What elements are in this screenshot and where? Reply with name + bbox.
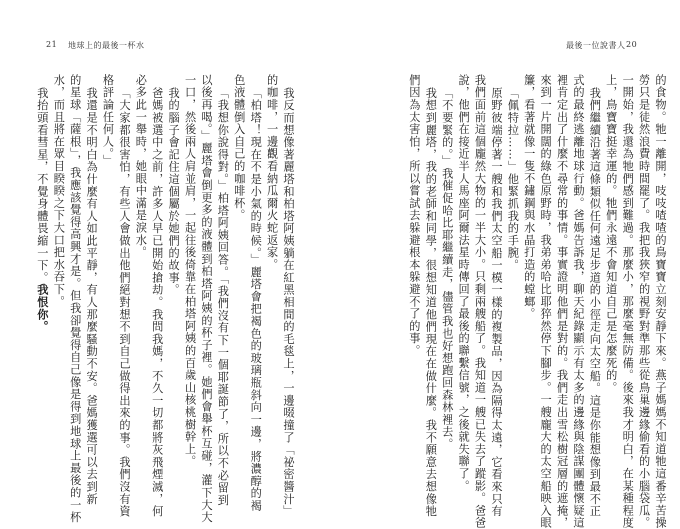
text-column: 色液體倒入自己的咖啡杯。 (232, 74, 246, 222)
text-column-last (34, 74, 50, 434)
text-column: 簾，看著就像一隻不鏽鋼與水晶打造的螳螂。 (522, 74, 536, 320)
emphasis-text: 我恨你。 (35, 284, 49, 334)
text-column: 水，而且將在眾目睽睽之下大口把水吞下。 (52, 74, 66, 308)
text-column: 勞只是徒然浪費時間罷了。我把我狹窄的視野對準那些從鳥巢邊緣偷看的小腦袋瓜。 (637, 74, 651, 529)
running-head: 最後一位說書人 (566, 41, 626, 50)
right-page-body (370, 74, 668, 529)
text-column: 必多此一舉時，她眼中滿是淚水。 (134, 74, 148, 259)
text-column: 一開始，我還為牠們感到難過。那麼小，那麼毫無防備。後來我才明白，在某種程度 (621, 74, 635, 529)
left-page (0, 0, 340, 524)
text-column: 來到一片開闊的綠色原野時，我弟弟哈比耶猝然停下腳步。一艘龐大的太空船映入眼 (539, 74, 553, 529)
text-column: 「我想你說得對。」柏塔阿姨回答。「我們沒有下一個耶誕節了，所以不必留到 (216, 87, 230, 507)
text-column: 上，鳥寶寶挺幸運的。牠們永遠不會知道自己是怎麼死的。 (604, 74, 618, 394)
text-column: 「不要緊的。」我催促哈比耶繼續走，儘管我也好想跑回森林裡去。 (440, 87, 454, 451)
text-column: 原野彼端停著一艘和我們太空船一模一樣的複製品，因為隔得太遠，它看來只有 (489, 87, 503, 518)
text-column: 我的腦子會記住這個屬於她們的故事。 (167, 87, 181, 297)
text-column: 我想到麗塔，我的老師和同學，很想知道他們現在在做什麼。我不願意去想像牠 (424, 87, 438, 518)
text-column: 的星球「薩根」，我應該覺得高興才是。但我卻覺得自己像是得到地球上最後的一杯 (68, 74, 82, 524)
text-column: 我反而想像著麗塔和柏塔阿姨躺在紅黑相間的毛毯上，一邊啜撞了「祕密醬汁」 (282, 87, 295, 518)
text-column: 裡肯定出了什麼不尋常的事情。事實證明他們是對的。我們走出雪松樹冠層的遮掩， (555, 74, 569, 529)
text-column: 我們繼續沿著這條類似任何遠足步道的小徑走向太空船。這是你能想像到最不正 (588, 87, 602, 518)
text-column: 的食物。牠一離開，吱吱喳喳的鳥寶寶立刻安靜下來。燕子媽媽不知道牠這番辛苦操 (654, 74, 667, 529)
text-column: 爸媽被選中之前，許多人早已開始搶劫。我問我媽，不久一切都將灰飛煙滅，何 (150, 87, 164, 518)
text-column: 以後再喝。」麗塔會倒更多的液體到柏塔阿姨的杯子裡。她們會舉杯互碰，灌下大大 (199, 74, 213, 524)
text-column: 格評論任何人。」 (101, 74, 115, 167)
text-column: 說，他們在接近半人馬座阿爾法星時傳回了最後的聯繫信號，之後就失聯了。 (457, 74, 471, 493)
text-column: 的咖啡，一邊觀看納瓜爾火蛇返家。 (265, 74, 279, 271)
text-column: 「大家都很害怕，有些人會做出他們絕對想不到自己做得出來的事。我們沒有資 (117, 87, 131, 518)
text-column: 們因為太害怕，所以嘗試去躲避根本躲避不了的事。 (407, 74, 421, 357)
text-column: 一口，然後兩人肩並肩，一起往後倚靠在柏塔阿姨的百歲山核桃樹幹上。 (183, 74, 197, 468)
text-column: 「柏塔！現在不是小氣的時候。」麗塔會把褐色的玻璃瓶斜向一邊，將濃醇的褐 (249, 87, 263, 513)
text-column: 式的最終逃離地球行動。爸媽告訴我，聊天紀錄顯示有太多的邊緣與陰謀團體懷疑這 (571, 74, 585, 529)
text-column-body: 我抬頭看彗星，不覺身體畏縮一下。 (35, 87, 49, 285)
text-column: 我們面前這個龐然大物的一半大小。只剩兩艘船了。我知道一艘已失去了蹤影。爸爸 (473, 74, 487, 529)
page-number: 20 (626, 40, 638, 49)
page-number: 21 (46, 40, 58, 49)
text-column: 我還是不明白為什麼有人如此平靜，有人那麼騷動不安。爸媽獲選可以去到新 (85, 87, 99, 506)
text-column: 「佩特拉……」他緊抓我的手腕。 (506, 87, 520, 272)
running-head: 地球上的最後一杯水 (68, 41, 145, 50)
left-page-body (34, 74, 296, 524)
right-page (340, 0, 680, 529)
